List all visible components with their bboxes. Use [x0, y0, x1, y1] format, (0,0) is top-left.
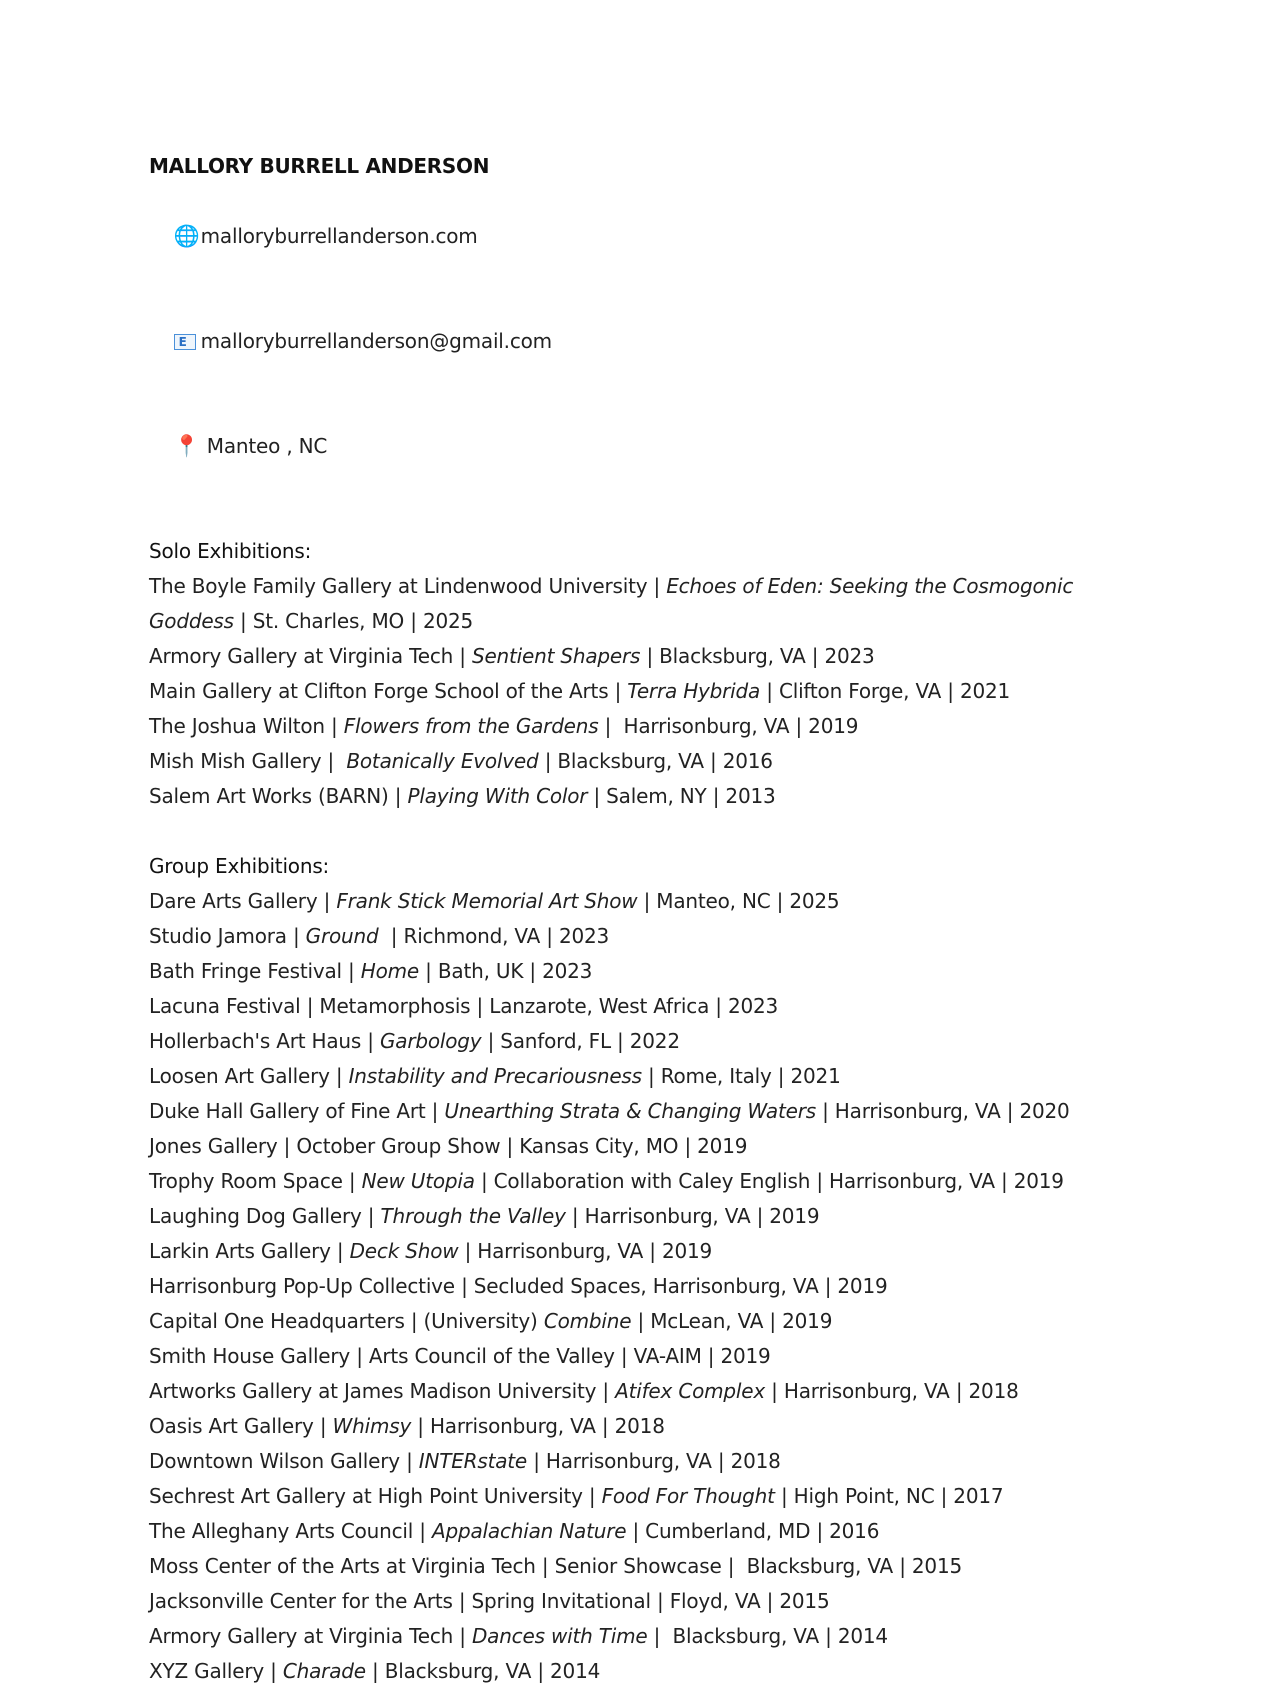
spacer	[149, 814, 1119, 849]
exhibition-venue: Main Gallery at Clifton Forge School of the Arts |	[149, 679, 628, 703]
exhibition-title: Garbology	[379, 1029, 482, 1053]
email-icon	[174, 334, 196, 350]
exhibition-entry	[149, 744, 1119, 779]
exhibition-details: | Blacksburg, VA | 2016	[538, 749, 773, 773]
email-line	[149, 289, 1119, 394]
exhibition-title: Atifex Complex	[615, 1379, 765, 1403]
globe-icon: 🌐	[173, 224, 200, 248]
email-link[interactable]: malloryburrellanderson@gmail.com	[200, 329, 552, 353]
resume-page	[149, 149, 1119, 1689]
exhibition-venue: Harrisonburg Pop-Up Collective | Secluded Spaces, Harrisonburg, VA | 2019	[149, 1274, 888, 1298]
solo-exhibitions-list	[149, 569, 1119, 814]
solo-exhibitions-heading: Solo Exhibitions:	[149, 539, 312, 563]
exhibition-details: | Clifton Forge, VA | 2021	[760, 679, 1011, 703]
exhibition-venue: Oasis Art Gallery |	[149, 1414, 333, 1438]
exhibition-entry	[149, 954, 1119, 989]
exhibition-venue: Smith House Gallery | Arts Council of the Valley | VA-AIM | 2019	[149, 1344, 771, 1368]
exhibition-details: | Manteo, NC | 2025	[637, 889, 840, 913]
exhibition-entry	[149, 1584, 1119, 1619]
exhibition-entry	[149, 1654, 1119, 1689]
exhibition-entry	[149, 1269, 1119, 1304]
group-exhibitions-list	[149, 884, 1119, 1689]
exhibition-venue: Capital One Headquarters | (University)	[149, 1309, 544, 1333]
exhibition-venue: The Boyle Family Gallery at Lindenwood University |	[149, 574, 667, 598]
exhibition-venue: Lacuna Festival | Metamorphosis | Lanzarote, West Africa | 2023	[149, 994, 779, 1018]
exhibition-entry	[149, 1129, 1119, 1164]
exhibition-title: Combine	[543, 1309, 632, 1333]
exhibition-title: Home	[360, 959, 420, 983]
exhibition-entry	[149, 1374, 1119, 1409]
exhibition-venue: Mish Mish Gallery |	[149, 749, 347, 773]
exhibition-title: Sentient Shapers	[471, 644, 641, 668]
exhibition-venue: Jacksonville Center for the Arts | Spring Invitational | Floyd, VA | 2015	[149, 1589, 830, 1613]
exhibition-entry	[149, 674, 1119, 709]
exhibition-venue: Moss Center of the Arts at Virginia Tech | Senior Showcase | Blacksburg, VA | 2015	[149, 1554, 962, 1578]
exhibition-entry	[149, 1619, 1119, 1654]
exhibition-entry	[149, 1059, 1119, 1094]
exhibition-details: | McLean, VA | 2019	[631, 1309, 833, 1333]
exhibition-title: Unearthing Strata & Changing Waters	[444, 1099, 816, 1123]
website-link[interactable]: malloryburrellanderson.com	[200, 224, 478, 248]
exhibition-title: Playing With Color	[407, 784, 588, 808]
exhibition-entry	[149, 1339, 1119, 1374]
exhibition-details: | Blacksburg, VA | 2014	[365, 1659, 601, 1683]
exhibition-entry	[149, 1409, 1119, 1444]
exhibition-venue: Artworks Gallery at James Madison University |	[149, 1379, 616, 1403]
website-line	[149, 184, 1119, 289]
spacer	[149, 499, 1119, 534]
exhibition-details: | Collaboration with Caley English | Harrisonburg, VA | 2019	[474, 1169, 1064, 1193]
exhibition-entry	[149, 1479, 1119, 1514]
exhibition-venue: Trophy Room Space |	[149, 1169, 362, 1193]
exhibition-details: | Harrisonburg, VA | 2019	[458, 1239, 713, 1263]
exhibition-entry	[149, 1514, 1119, 1549]
exhibition-venue: Duke Hall Gallery of Fine Art |	[149, 1099, 445, 1123]
exhibition-entry	[149, 709, 1119, 744]
exhibition-details: | Blacksburg, VA | 2014	[647, 1624, 888, 1648]
exhibition-details: | High Point, NC | 2017	[774, 1484, 1004, 1508]
exhibition-entry	[149, 639, 1119, 674]
exhibition-details: | Blacksburg, VA | 2023	[640, 644, 875, 668]
exhibition-title: Appalachian Nature	[432, 1519, 627, 1543]
exhibition-title: New Utopia	[361, 1169, 475, 1193]
exhibition-title: Charade	[282, 1659, 366, 1683]
exhibition-venue: Loosen Art Gallery |	[149, 1064, 349, 1088]
exhibition-venue: Larkin Arts Gallery |	[149, 1239, 350, 1263]
exhibition-entry	[149, 569, 1119, 639]
exhibition-title: Botanically Evolved	[346, 749, 539, 773]
exhibition-entry	[149, 1094, 1119, 1129]
exhibition-details: | Harrisonburg, VA | 2019	[598, 714, 859, 738]
exhibition-venue: Hollerbach's Art Haus |	[149, 1029, 380, 1053]
exhibition-entry	[149, 779, 1119, 814]
location-line	[149, 394, 1119, 499]
exhibition-entry	[149, 1234, 1119, 1269]
exhibition-details: | St. Charles, MO | 2025	[233, 609, 474, 633]
group-exhibitions-heading: Group Exhibitions:	[149, 854, 330, 878]
exhibition-entry	[149, 919, 1119, 954]
exhibition-title: INTERstate	[418, 1449, 528, 1473]
exhibition-entry	[149, 989, 1119, 1024]
exhibition-details: | Salem, NY | 2013	[587, 784, 776, 808]
exhibition-details: | Harrisonburg, VA | 2018	[411, 1414, 665, 1438]
exhibition-venue: Dare Arts Gallery |	[149, 889, 337, 913]
exhibition-title: Dances with Time	[471, 1624, 648, 1648]
exhibition-title: Flowers from the Gardens	[343, 714, 599, 738]
exhibition-venue: Sechrest Art Gallery at High Point University |	[149, 1484, 602, 1508]
exhibition-title: Ground	[305, 924, 385, 948]
exhibition-entry	[149, 1024, 1119, 1059]
exhibition-venue: Downtown Wilson Gallery |	[149, 1449, 419, 1473]
exhibition-venue: Armory Gallery at Virginia Tech |	[149, 644, 472, 668]
exhibition-title: Food For Thought	[601, 1484, 775, 1508]
exhibition-details: | Harrisonburg, VA | 2019	[565, 1204, 820, 1228]
exhibition-title: Instability and Precariousness	[348, 1064, 642, 1088]
location-text: Manteo , NC	[200, 434, 328, 458]
exhibition-details: | Harrisonburg, VA | 2018	[765, 1379, 1019, 1403]
exhibition-title: Frank Stick Memorial Art Show	[336, 889, 638, 913]
exhibition-venue: Salem Art Works (BARN) |	[149, 784, 408, 808]
exhibition-entry	[149, 1444, 1119, 1479]
exhibition-venue: The Alleghany Arts Council |	[149, 1519, 432, 1543]
exhibition-title: Terra Hybrida	[627, 679, 761, 703]
exhibition-details: | Sanford, FL | 2022	[481, 1029, 680, 1053]
exhibition-entry	[149, 1164, 1119, 1199]
exhibition-entry	[149, 884, 1119, 919]
exhibition-details: | Cumberland, MD | 2016	[626, 1519, 880, 1543]
exhibition-title: Deck Show	[349, 1239, 459, 1263]
exhibition-venue: Armory Gallery at Virginia Tech |	[149, 1624, 472, 1648]
exhibition-venue: Laughing Dog Gallery |	[149, 1204, 381, 1228]
exhibition-venue: Jones Gallery | October Group Show | Kansas City, MO | 2019	[149, 1134, 748, 1158]
exhibition-entry	[149, 1549, 1119, 1584]
exhibition-venue: Bath Fringe Festival |	[149, 959, 361, 983]
exhibition-title: Whimsy	[332, 1414, 412, 1438]
exhibition-entry	[149, 1304, 1119, 1339]
exhibition-entry	[149, 1199, 1119, 1234]
exhibition-title: Through the Valley	[380, 1204, 566, 1228]
exhibition-details: | Harrisonburg, VA | 2018	[527, 1449, 781, 1473]
exhibition-details: | Harrisonburg, VA | 2020	[815, 1099, 1070, 1123]
exhibition-venue: The Joshua Wilton |	[149, 714, 344, 738]
artist-name: MALLORY BURRELL ANDERSON	[149, 154, 490, 178]
exhibition-details: | Rome, Italy | 2021	[641, 1064, 841, 1088]
exhibition-venue: XYZ Gallery |	[149, 1659, 283, 1683]
pin-icon: 📍	[173, 434, 200, 458]
exhibition-venue: Studio Jamora |	[149, 924, 306, 948]
exhibition-title: Echoes of Eden: Seeking the Cosmogonic Goddess	[149, 574, 1080, 633]
exhibition-details: | Richmond, VA | 2023	[384, 924, 610, 948]
exhibition-details: | Bath, UK | 2023	[419, 959, 593, 983]
